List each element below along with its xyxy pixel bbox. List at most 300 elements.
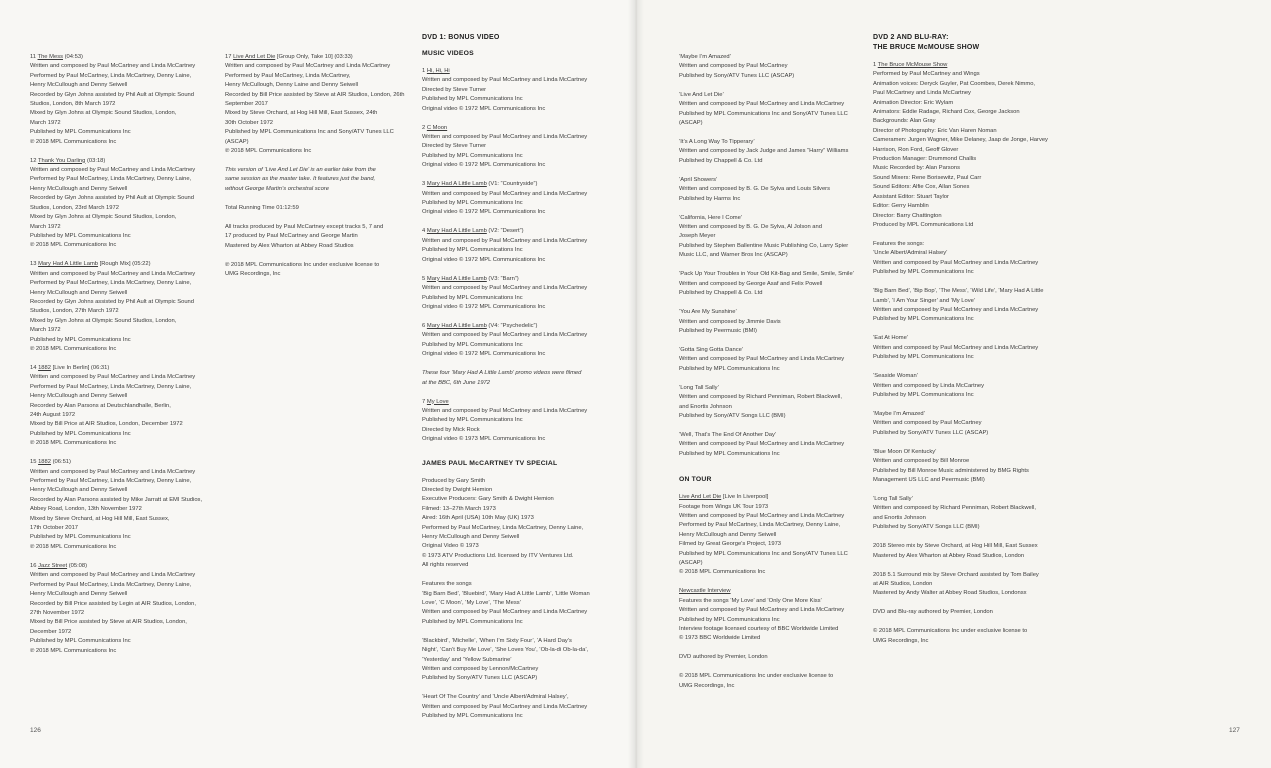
credit-line: ℗ 2018 MPL Communications Inc: [30, 440, 117, 447]
credit-line: Studios, London, 27th March 1972: [30, 308, 119, 315]
song-credit: [679, 91, 864, 129]
credit-line: Henry McCullough and Denny Seiwell: [30, 393, 128, 400]
credit-line: Written and composed by Jimmie Davis: [679, 318, 781, 325]
credit-line: Published by MPL Communications Inc: [679, 450, 780, 457]
credit-line: Performed by Paul McCartney, Linda McCartney, Denny Laine,: [30, 383, 192, 390]
credit-line: Recorded by Alan Parsons at Deutschlandhalle, Berlin,: [30, 402, 171, 409]
track-title: Mary Had A Little Lamb: [426, 181, 487, 188]
dvd1-heading: DVD 1: BONUS VIDEO: [422, 34, 500, 41]
credit-line: March 1972: [30, 119, 61, 126]
credit-line: ℗ 2018 MPL Communications Inc: [30, 138, 117, 145]
credit-line: Harrison, Ron Ford, Geoff Glover: [873, 146, 959, 153]
credit-line: Published by MPL Communications Inc: [873, 354, 974, 361]
credit-line: Joseph Meyer: [679, 233, 716, 240]
credit-line: Performed by Paul McCartney and Wings: [873, 71, 980, 78]
credit-line: ‘April Showers’: [679, 176, 718, 183]
credit-line: Written and composed by Paul McCartney and Linda McCartney: [225, 63, 391, 70]
track-title: C Moon: [426, 124, 448, 131]
credit-line: Written and composed by Paul McCartney and Linda McCartney: [422, 285, 588, 292]
live-entry: [679, 493, 864, 578]
credit-line: Love’, ‘C Moon’, ‘My Love’, ‘The Mess’: [422, 600, 521, 607]
credit-line: same session as the master take. It features just the band,: [225, 176, 376, 183]
credit-line: ℗ 2018 MPL Communications Inc: [225, 148, 312, 155]
credit-line: Henry McCullough and Denny Seiwell: [30, 185, 128, 192]
credit-line: Written and composed by Paul McCartney and Linda McCartney: [679, 607, 845, 614]
credit-line: © 2018 MPL Communications Inc under exclusive license to: [679, 673, 834, 680]
credit-line: Published by MPL Communications Inc: [422, 294, 523, 301]
production-credits: [225, 223, 415, 251]
credit-line: Performed by Paul McCartney, Linda McCartney, Denny Laine,: [30, 72, 192, 79]
video-entry: [422, 398, 622, 445]
credit-line: Directed by Dwight Hemion: [422, 486, 493, 493]
credit-line: Animation Director: Eric Wylam: [873, 99, 954, 106]
credit-line: Published by MPL Communications Inc: [30, 430, 131, 437]
video-entry: [422, 124, 622, 171]
credit-line: Published by MPL Communications Inc: [422, 200, 523, 207]
dvd-authored-text: DVD authored by Premier, London: [679, 654, 768, 661]
song-credit: [873, 495, 1068, 533]
credit-line: Recorded by Alan Parsons assisted by Mike Jarratt at EMI Studios,: [30, 496, 203, 503]
credit-line: Studios, London, 8th March 1972: [30, 101, 116, 108]
credit-line: Mixed by Glyn Johns at Olympic Sound Studios, London,: [30, 317, 177, 324]
tv-special-songs: [422, 580, 622, 721]
credit-line: at the BBC, 6th June 1972: [422, 379, 491, 386]
credit-line: Written and composed by Paul McCartney and Linda McCartney: [30, 270, 196, 277]
entry-title-line: [30, 458, 215, 467]
credit-line: Editor: Gerry Hamblin: [873, 203, 929, 210]
credit-line: Written and composed by George Asaf and Felix Powell: [679, 280, 823, 287]
track-suffix: [Rough Mix] (05:22): [98, 261, 151, 268]
credit-line: Henry McCullough and Denny Seiwell: [679, 531, 777, 538]
credit-line: Performed by Paul McCartney, Linda McCartney, Denny Laine,: [30, 280, 192, 287]
credit-line: Published by MPL Communications Inc: [30, 534, 131, 541]
credit-line: Published by MPL Communications Inc: [422, 96, 523, 103]
credit-line: Written and composed by Paul McCartney and Linda McCartney: [422, 332, 588, 339]
credit-line: Cameramen: Jurgen Wagner, Mike Delaney, Jaap de Jonge, Harvey: [873, 137, 1048, 144]
song-credit: [679, 384, 864, 422]
song-credit: [679, 138, 864, 166]
credit-line: ‘Uncle Albert/Admiral Halsey’: [873, 250, 948, 257]
credit-line: ‘Maybe I’m Amazed’: [679, 54, 731, 60]
credit-line: Published by MPL Communications Inc: [30, 232, 131, 239]
track-title: Thank You Darling: [37, 157, 86, 164]
song-credit: [873, 608, 1068, 617]
song-credit: [873, 372, 1068, 400]
credit-line: Published by MPL Communications Inc: [422, 152, 523, 159]
credit-line: Backgrounds: Alan Gray: [873, 118, 936, 125]
credit-line: © 1973 BBC Worldwide Limited: [679, 635, 761, 642]
credit-line: Written and composed by Richard Penniman, Robert Blackwell,: [873, 505, 1036, 512]
credit-line: ‘Big Barn Bed’, ‘Bluebird’, ‘Mary Had A Little Lamb’, ‘Little Woman: [422, 590, 590, 597]
credit-line: Footage from Wings UK Tour 1973: [679, 503, 769, 510]
video-entry: [422, 275, 622, 313]
music-videos-heading: MUSIC VIDEOS: [422, 50, 474, 57]
entry-title-line: [422, 275, 622, 284]
credit-line: without George Martin’s orchestral score: [225, 185, 329, 192]
credit-line: ‘Gotta Sing Gotta Dance’: [679, 346, 744, 353]
track-suffix: (03:18): [85, 157, 106, 164]
track-entry: [30, 260, 215, 354]
track-title: Newcastle Interview: [679, 588, 731, 595]
credit-line: Original Video © 1973: [422, 543, 479, 550]
song-credit: [873, 410, 1068, 438]
credit-line: Director of Photography: Eric Van Haren Noman: [873, 127, 997, 134]
credit-line: Performed by Paul McCartney, Linda McCartney, Denny Laine,: [679, 522, 841, 529]
credit-line: Mixed by Glyn Johns at Olympic Sound Studios, London,: [30, 110, 177, 117]
credit-line: 2018 Stereo mix by Steve Orchard, at Hog Hill Mill, East Sussex: [873, 543, 1038, 550]
video-entry: [422, 180, 622, 218]
credit-line: Published by Sony/ATV Tunes LLC (ASCAP): [422, 675, 538, 682]
track-title: Mary Had A Little Lamb: [426, 275, 487, 282]
credit-line: Directed by Mick Rock: [422, 426, 480, 433]
credit-line: (ASCAP): [679, 560, 703, 566]
license-notice: [225, 261, 415, 280]
credit-line: at AIR Studios, London: [873, 581, 933, 588]
track-entry: [30, 562, 215, 656]
track-title: Mary Had A Little Lamb: [38, 261, 99, 268]
credit-line: Produced by Gary Smith: [422, 477, 486, 484]
track-title: Mary Had A Little Lamb: [426, 228, 487, 235]
credit-line: Published by MPL Communications Inc: [422, 417, 523, 424]
credit-line: Features the songs:: [873, 240, 925, 247]
credit-line: Written and composed by B. G. De Sylva and Louis Silvers: [679, 186, 831, 193]
credit-line: ‘Heart Of The Country’ and ‘Uncle Albert/Admiral Halsey’,: [422, 694, 569, 701]
credit-line: Published by MPL Communications Inc: [873, 269, 974, 276]
music-videos-list: [422, 67, 622, 360]
credit-line: and Enortis Johnson: [679, 403, 732, 410]
entry-title-line: [679, 493, 864, 502]
running-time-text: Total Running Time 01:12:59: [225, 204, 299, 211]
credit-line: Published by MPL Communications Inc and Sony/ATV Tunes LLC: [225, 129, 394, 136]
credit-line: ‘Blue Moon Of Kentucky’: [873, 448, 937, 455]
song-credit: [679, 346, 864, 374]
credit-line: March 1972: [30, 327, 61, 334]
song-credit: [679, 176, 864, 204]
credit-line: UMG Recordings, Inc: [225, 271, 281, 278]
entry-title-line: [422, 322, 622, 331]
tv-special-heading: JAMES PAUL McCARTNEY TV SPECIAL: [422, 459, 558, 467]
entry-title-line: [679, 587, 864, 596]
credit-line: Published by MPL Communications Inc and Sony/ATV Tunes LLC: [679, 110, 848, 117]
credit-line: Published by MPL Communications Inc: [30, 638, 131, 645]
videos-note: [422, 369, 622, 388]
credit-line: Filmed: 13–27th March 1973: [422, 505, 496, 512]
credit-line: Recorded by Glyn Johns assisted by Phil Ault at Olympic Sound: [30, 195, 195, 202]
dvd-authored: [679, 653, 864, 662]
credit-line: Recorded by Glyn Johns assisted by Phil Ault at Olympic Sound: [30, 298, 195, 305]
track-entry: [30, 364, 215, 449]
credit-line: Sound Editors: Alfie Cox, Allan Sones: [873, 184, 970, 191]
track-entry: [30, 157, 215, 251]
track-number: 6: [422, 322, 426, 329]
credit-line: Directed by Steve Turner: [422, 86, 487, 93]
credit-line: 17 produced by Paul McCartney and George Martin: [225, 233, 358, 240]
credit-line: Published by MPL Communications Inc: [422, 341, 523, 348]
credit-line: Written and composed by Paul McCartney and Linda McCartney: [873, 344, 1039, 351]
track-suffix: (05:08): [67, 562, 88, 569]
credit-line: ‘Long Tall Sally’: [873, 496, 913, 502]
credit-line: 27th November 1972: [30, 609, 85, 616]
song-credit: [873, 448, 1068, 486]
credit-line: Henry McCullough and Denny Seiwell: [422, 534, 520, 540]
credit-line: Sound Mixers: Rene Borisewitz, Paul Carr: [873, 174, 982, 181]
credit-line: Written and composed by Bill Monroe: [873, 458, 970, 465]
right-page-column-1: [679, 53, 864, 701]
credit-line: ‘Seaside Woman’: [873, 373, 919, 380]
credit-line: Written and composed by Paul McCartney and Linda McCartney: [422, 190, 588, 197]
credit-line: Published by MPL Communications Inc: [422, 713, 523, 720]
video-entry: [422, 227, 622, 265]
credit-line: Written and composed by Paul McCartney and Linda McCartney: [679, 356, 845, 363]
credit-line: This version of ‘Live And Let Die’ is an earlier take from the: [225, 167, 376, 174]
credit-line: Written and composed by Paul McCartney and Linda McCartney: [679, 101, 845, 108]
credit-line: UMG Recordings, Inc: [873, 637, 929, 644]
credit-line: Recorded by Bill Price assisted by Steve at AIR Studios, London, 26th: [225, 91, 405, 98]
credit-line: Assistant Editor: Stuart Taylor: [873, 193, 949, 200]
credit-line: (ASCAP): [679, 120, 703, 127]
credit-line: Features the songs: [422, 581, 472, 588]
credit-line: Written and composed by Paul McCartney and Linda McCartney: [679, 512, 845, 519]
credit-line: September 2017: [225, 101, 268, 108]
track-entry: [30, 53, 215, 147]
track-suffix: (V3: “Barn”): [486, 275, 519, 282]
credit-line: Written and composed by Paul McCartney and Linda McCartney: [873, 306, 1039, 313]
song-credit: [679, 53, 864, 81]
track-note: [225, 166, 415, 194]
track-number: 4: [422, 228, 426, 235]
credit-line: and Enortis Johnson: [873, 514, 926, 521]
track-number: 16: [30, 562, 37, 569]
credit-line: Published by Sony/ATV Songs LLC (BMI): [679, 412, 786, 419]
track-number: 13: [30, 261, 37, 268]
credit-line: ℗ 2018 MPL Communications Inc: [30, 242, 117, 249]
credit-line: Published by MPL Communications Inc: [679, 616, 780, 623]
credit-line: Published by MPL Communications Inc: [30, 129, 131, 136]
credit-line: Lamb’, ‘I Am Your Singer’ and ‘My Love’: [873, 297, 976, 304]
track-suffix: [Live In Berlin] (06:31): [50, 364, 110, 371]
credit-line: © 2018 MPL Communications Inc under exclusive license to: [873, 628, 1028, 635]
track-title: Live And Let Die: [233, 54, 276, 60]
credit-line: Features the songs ‘My Love’ and ‘Only One More Kiss’: [679, 597, 822, 604]
credit-line: Executive Producers: Gary Smith & Dwight Hemion: [422, 496, 554, 503]
entry-title-line: [422, 398, 622, 407]
track-number: 17: [225, 54, 232, 60]
track-number: 2: [422, 124, 426, 131]
credit-line: ‘Yesterday’ and ‘Yellow Submarine’: [422, 656, 512, 663]
credit-line: Written and composed by B. G. De Sylva, Al Jolson and: [679, 224, 822, 231]
track-number: 5: [422, 275, 426, 282]
credit-line: Written and composed by Paul McCartney: [679, 63, 788, 70]
credit-line: Published by Harms Inc: [679, 195, 741, 202]
page-gutter: [628, 0, 644, 768]
entry-title-line: [422, 227, 622, 236]
track-number: 11: [30, 54, 37, 60]
credit-line: Studios, London, 23rd March 1972: [30, 204, 119, 211]
song-credit: [679, 431, 864, 459]
credit-line: Written and composed by Jack Judge and James “Harry” Williams: [679, 148, 849, 155]
credit-line: Animation voices: Deryck Guyler, Pat Coombes, Derek Nimmo,: [873, 80, 1036, 87]
credit-line: ‘Pack Up Your Troubles in Your Old Kit-Bag and Smile, Smile, Smile’: [679, 271, 854, 278]
credit-line: ‘Eat At Home’: [873, 335, 909, 342]
credit-line: Published by Sony/ATV Songs LLC (BMI): [873, 524, 980, 531]
entry-title-line: [30, 364, 215, 373]
credit-line: Production Manager: Drummond Challis: [873, 156, 977, 163]
credit-line: ℗ 2018 MPL Communications Inc: [30, 345, 117, 352]
credit-line: Original video © 1973 MPL Communications Inc: [422, 436, 546, 443]
credit-line: Original video © 1972 MPL Communications Inc: [422, 209, 546, 216]
song-group: [422, 637, 622, 684]
track-number: 1: [873, 62, 877, 68]
credit-line: Written and composed by Paul McCartney and Linda McCartney: [422, 609, 588, 616]
song-credit: [679, 214, 864, 261]
track-title: Jazz Street: [38, 562, 68, 569]
track-number: 15: [30, 459, 37, 466]
song-credit: [873, 334, 1068, 362]
credit-line: Published by MPL Communications Inc: [422, 618, 523, 625]
entry-title-line: [30, 53, 215, 62]
credit-line: ‘Maybe I’m Amazed’: [873, 410, 925, 417]
track-title: 1882: [38, 459, 51, 466]
left-page-column-1: [30, 53, 215, 666]
credit-line: Written and composed by Paul McCartney and Linda McCartney: [422, 237, 588, 244]
credit-line: Written and composed by Paul McCartney and Linda McCartney: [422, 703, 588, 710]
entry-title-line: [873, 61, 1068, 70]
track-suffix: [Group Only, Take 10] (03:33): [275, 54, 353, 60]
credit-line: Written and composed by Paul McCartney and Linda McCartney: [422, 134, 588, 141]
dvd2-heading-line-2: THE BRUCE McMOUSE SHOW: [873, 44, 980, 51]
credit-line: Henry McCullough and Denny Seiwell: [30, 591, 128, 598]
credit-line: Mastered by Alex Wharton at Abbey Road Studios: [225, 242, 354, 249]
credit-line: March 1972: [30, 223, 61, 230]
credit-line: Written and composed by Paul McCartney and Linda McCartney: [679, 441, 845, 448]
credit-line: Henry McCullough and Denny Seiwell: [30, 487, 128, 494]
credit-line: (ASCAP): [225, 138, 249, 145]
credit-line: ‘You Are My Sunshine’: [679, 309, 737, 316]
credit-line: Aired: 16th April (USA) 10th May (UK) 1973: [422, 515, 534, 522]
credit-line: ‘It’s A Long Way To Tipperary’: [679, 139, 755, 146]
track-suffix: [Live In Liverpool]: [721, 494, 769, 501]
credit-line: ‘Live And Let Die’: [679, 91, 724, 98]
song-credit: [679, 308, 864, 336]
credit-line: Written and composed by Paul McCartney and Linda McCartney: [30, 572, 196, 579]
credit-line: Written and composed by Paul McCartney and Linda McCartney: [422, 77, 588, 84]
license-notice: [679, 672, 864, 691]
credit-line: Interview footage licensed courtesy of BBC Worldwide Limited: [679, 626, 839, 633]
song-credit: [873, 571, 1068, 599]
credit-line: Published by MPL Communications Inc: [873, 316, 974, 323]
track-suffix: (V4: “Psychedelic”): [486, 322, 538, 329]
credit-line: Original video © 1972 MPL Communications Inc: [422, 351, 546, 358]
credit-line: Written and composed by Paul McCartney and Linda McCartney: [422, 407, 588, 414]
credit-line: 30th October 1972: [225, 119, 274, 126]
credit-line: ℗ 2018 MPL Communications Inc under exclusive license to: [225, 261, 380, 268]
credit-line: Published by Bill Monroe Music administered by BMG Rights: [873, 467, 1029, 474]
credit-line: ‘Big Barn Bed’, ‘Bip Bop’, ‘The Mess’, ‘Wild Life’, ‘Mary Had A Little: [873, 288, 1044, 295]
credit-line: UMG Recordings, Inc: [679, 682, 735, 689]
track-entry: [30, 458, 215, 552]
credit-line: 24th August 1972: [30, 412, 76, 418]
entry-title-line: [30, 157, 215, 166]
credit-line: ℗ 2018 MPL Communications Inc: [30, 543, 117, 550]
credit-line: Produced by MPL Communications Ltd: [873, 221, 974, 228]
video-entry: [422, 322, 622, 360]
newcastle-interview-entry: [679, 587, 864, 643]
credit-line: Animators: Eddie Radage, Richard Cox, George Jackson: [873, 109, 1020, 116]
right-page-column-2: [873, 33, 1068, 656]
credit-line: All rights reserved: [422, 562, 469, 569]
credit-line: Performed by Paul McCartney, Linda McCartney, Denny Laine,: [30, 581, 192, 588]
track-title: The Bruce McMouse Show: [877, 62, 948, 68]
credit-line: All tracks produced by Paul McCartney except tracks 5, 7 and: [225, 223, 384, 230]
track-title: Live And Let Die: [679, 494, 722, 501]
tv-special-credits: [422, 477, 622, 571]
page-number-right: 127: [1229, 727, 1240, 734]
credit-line: DVD and Blu-ray authored by Premier, London: [873, 609, 993, 616]
credit-line: ‘Long Tall Sally’: [679, 384, 719, 391]
credit-line: Written and composed by Paul McCartney and Linda McCartney: [30, 63, 196, 70]
track-number: 7: [422, 398, 426, 405]
track-suffix: (V1: “Countryside”): [486, 181, 538, 188]
credit-line: Recorded by Glyn Johns assisted by Phil Ault at Olympic Sound: [30, 91, 195, 98]
track-title: My Love: [426, 398, 449, 405]
song-group: [422, 693, 622, 721]
song-credit: [873, 240, 1068, 278]
credit-line: Original video © 1972 MPL Communications Inc: [422, 256, 546, 263]
video-entry: [422, 67, 622, 114]
credit-line: Mixed by Steve Orchard, at Hog Hill Mill, East Sussex, 24th: [225, 110, 378, 117]
credit-line: Mastered by Andy Walter at Abbey Road Studios, Londonsx: [873, 590, 1027, 597]
dvd2-heading-line-1: DVD 2 AND BLU-RAY:: [873, 34, 949, 41]
show-entry: [873, 61, 1068, 230]
credit-line: Original video © 1972 MPL Communications Inc: [422, 303, 546, 310]
credit-line: Published by Chappell & Co. Ltd: [679, 157, 763, 164]
track-title: Hi, Hi, Hi: [426, 68, 450, 74]
song-credit: [873, 287, 1068, 325]
track-number: 1: [422, 68, 426, 74]
credit-line: Written and composed by Lennon/McCartney: [422, 666, 539, 673]
track-entry: [225, 53, 415, 156]
track-suffix: (04:53): [63, 54, 83, 60]
song-credits-list: [679, 53, 864, 459]
entry-title-line: [422, 124, 622, 133]
credit-line: Henry McCullough, Denny Laine and Denny Seiwell: [225, 82, 359, 89]
song-credit: [679, 270, 864, 298]
credit-line: ‘Blackbird’, ‘Michelle’, ‘When I’m Sixty Four’, ‘A Hard Day’s: [422, 637, 572, 644]
credit-line: Published by MPL Communications Inc: [679, 365, 780, 372]
credit-line: Filmed by Great George’s Project, 1973: [679, 541, 782, 548]
credit-line: ‘Well, That’s The End Of Another Day’: [679, 431, 777, 438]
credit-line: Performed by Paul McCartney, Linda McCartney, Denny Laine,: [30, 478, 192, 485]
entry-title-line: [422, 180, 622, 189]
credit-line: Published by Peermusic (BMI): [679, 327, 757, 334]
credit-line: Original video © 1972 MPL Communications Inc: [422, 162, 546, 169]
track-suffix: (V2: “Desert”): [486, 228, 524, 235]
track-suffix: (06:51): [50, 459, 71, 466]
credit-line: Abbey Road, London, 13th November 1972: [30, 506, 142, 513]
page-number-left: 126: [30, 727, 41, 734]
credit-line: Written and composed by Linda McCartney: [873, 382, 985, 389]
credit-line: Music Recorded by: Alan Parsons: [873, 165, 960, 172]
credit-line: Written and composed by Paul McCartney and Linda McCartney: [30, 374, 196, 381]
credit-line: 2018 5.1 Surround mix by Steve Orchard assisted by Tom Bailey: [873, 571, 1039, 578]
track-number: 3: [422, 181, 426, 188]
credit-line: Performed by Paul McCartney, Linda McCartney, Denny Laine,: [30, 176, 192, 183]
credit-line: © 2018 MPL Communications Inc: [679, 569, 766, 576]
credit-line: Mastered by Alex Wharton at Abbey Road Studios, London: [873, 552, 1025, 559]
credit-line: Published by MPL Communications Inc and Sony/ATV Tunes LLC: [679, 550, 848, 557]
dvd1-column: [422, 33, 622, 731]
credit-line: ‘California, Here I Come’: [679, 214, 743, 221]
